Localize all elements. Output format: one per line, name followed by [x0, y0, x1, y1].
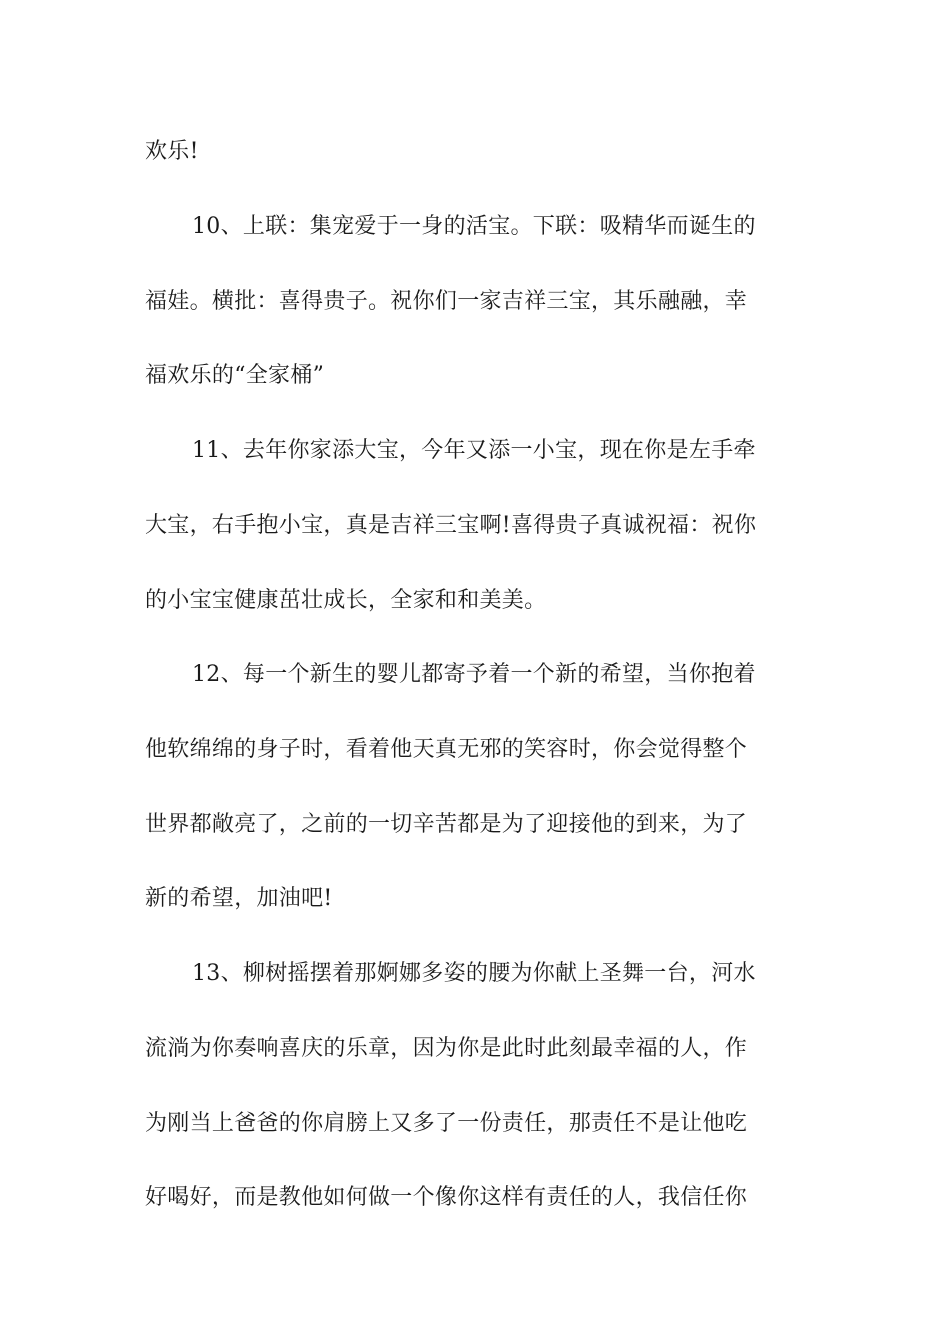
text-line: 福娃。横批：喜得贵子。祝你们一家吉祥三宝，其乐融融，幸: [145, 289, 748, 314]
text-line: 大宝，右手抱小宝，真是吉祥三宝啊!喜得贵子真诚祝福：祝你: [145, 513, 757, 538]
text-line: 欢乐!: [145, 139, 199, 164]
paragraph-first-line: 12、每一个新生的婴儿都寄予着一个新的希望，当你抱着: [192, 662, 756, 687]
text-line: 新的希望，加油吧!: [145, 886, 333, 911]
paragraph-first-line: 10、上联：集宠爱于一身的活宝。下联：吸精华而诞生的: [192, 214, 756, 239]
text-line: 流淌为你奏响喜庆的乐章，因为你是此时此刻最幸福的人，作: [145, 1036, 748, 1061]
text-line: 为刚当上爸爸的你肩膀上又多了一份责任，那责任不是让他吃: [145, 1111, 748, 1136]
text-line: 好喝好，而是教他如何做一个像你这样有责任的人，我信任你: [145, 1185, 748, 1210]
paragraph-first-line: 13、柳树摇摆着那婀娜多姿的腰为你献上圣舞一台，河水: [192, 961, 756, 986]
text-line: 福欢乐的“全家桶”: [145, 363, 325, 388]
text-line: 的小宝宝健康茁壮成长，全家和和美美。: [145, 588, 547, 613]
text-line: 他软绵绵的身子时，看着他天真无邪的笑容时，你会觉得整个: [145, 737, 748, 762]
paragraph-first-line: 11、去年你家添大宝，今年又添一小宝，现在你是左手牵: [192, 438, 756, 463]
text-line: 世界都敞亮了，之前的一切辛苦都是为了迎接他的到来，为了: [145, 812, 748, 837]
